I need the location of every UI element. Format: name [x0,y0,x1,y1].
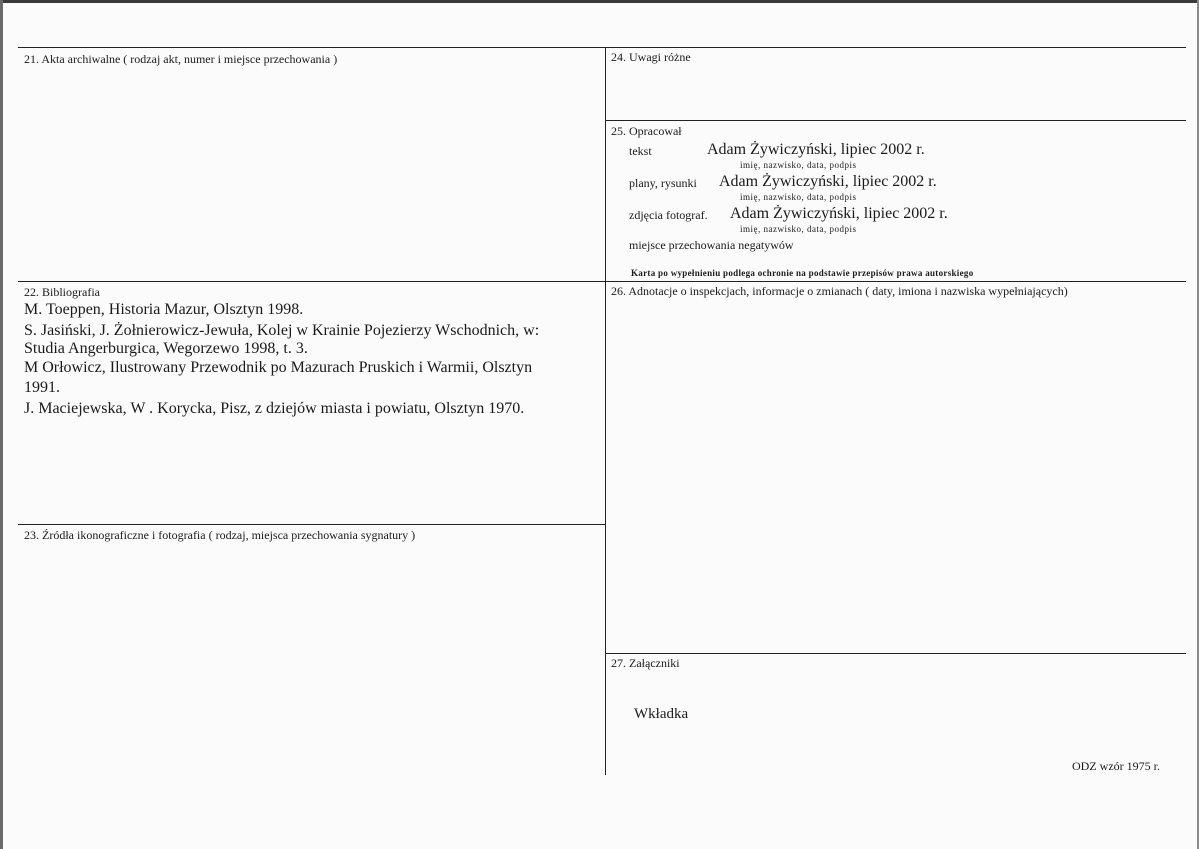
signature-caption: imię, nazwisko, data, podpis [740,160,857,170]
author-plans-label: plany, rysunki [629,176,697,190]
author-text-label: tekst [629,144,652,158]
bibliography-entry: J. Maciejewska, W . Korycka, Pisz, z dziejów miasta i powiatu, Olsztyn 1970. [24,400,525,417]
bibliography-entry: S. Jasiński, J. Żołnierowicz-Jewuła, Kolej w Krainie Pojezierzy Wschodnich, w: [24,322,540,339]
attachment-value: Wkładka [634,706,689,722]
copyright-notice: Karta po wypełnieniu podlega ochronie na podstawie przepisów prawa autorskiego [631,268,974,278]
top-rule [18,47,1186,48]
author-photos-label: zdjęcia fotograf. [629,208,708,222]
rule-26-27 [605,653,1186,654]
section-27-label: 27. Załączniki [611,656,680,670]
scan-edge-left [0,0,3,849]
section-26-label: 26. Adnotacje o inspekcjach, informacje o zmianach ( daty, imiona i nazwiska wypełniających) [611,284,1068,298]
author-plans-value: Adam Żywiczyński, lipiec 2002 r. [719,173,937,190]
author-text-value: Adam Żywiczyński, lipiec 2002 r. [707,141,925,158]
signature-caption: imię, nazwisko, data, podpis [740,192,857,202]
negatives-location-label: miejsce przechowania negatywów [629,238,794,252]
section-25-label: 25. Opracował [611,124,682,138]
section-23-label: 23. Źródła ikonograficzne i fotografia ( rodzaj, miejsca przechowania sygnatury ) [24,528,416,542]
author-photos-value: Adam Żywiczyński, lipiec 2002 r. [730,205,948,222]
bibliography-entry: M Orłowicz, Ilustrowany Przewodnik po Mazurach Pruskich i Warmii, Olsztyn [24,359,533,376]
bibliography-entry: 1991. [24,379,60,396]
section-21-label: 21. Akta archiwalne ( rodzaj akt, numer i miejsce przechowania ) [24,52,338,66]
rule-22-23 [18,524,605,525]
form-id: ODZ wzór 1975 r. [1072,759,1160,773]
section-22-label: 22. Bibliografia [24,285,100,299]
signature-caption: imię, nazwisko, data, podpis [740,224,857,234]
rule-21-22 [18,281,1186,282]
center-divider [605,47,606,775]
scan-edge-top [0,0,1199,3]
bibliography-entry: Studia Angerburgica, Wegorzewo 1998, t. 3. [24,340,308,357]
bibliography-entry: M. Toeppen, Historia Mazur, Olsztyn 1998. [24,301,304,318]
section-24-label: 24. Uwagi różne [611,50,691,64]
rule-24-25 [605,120,1186,121]
